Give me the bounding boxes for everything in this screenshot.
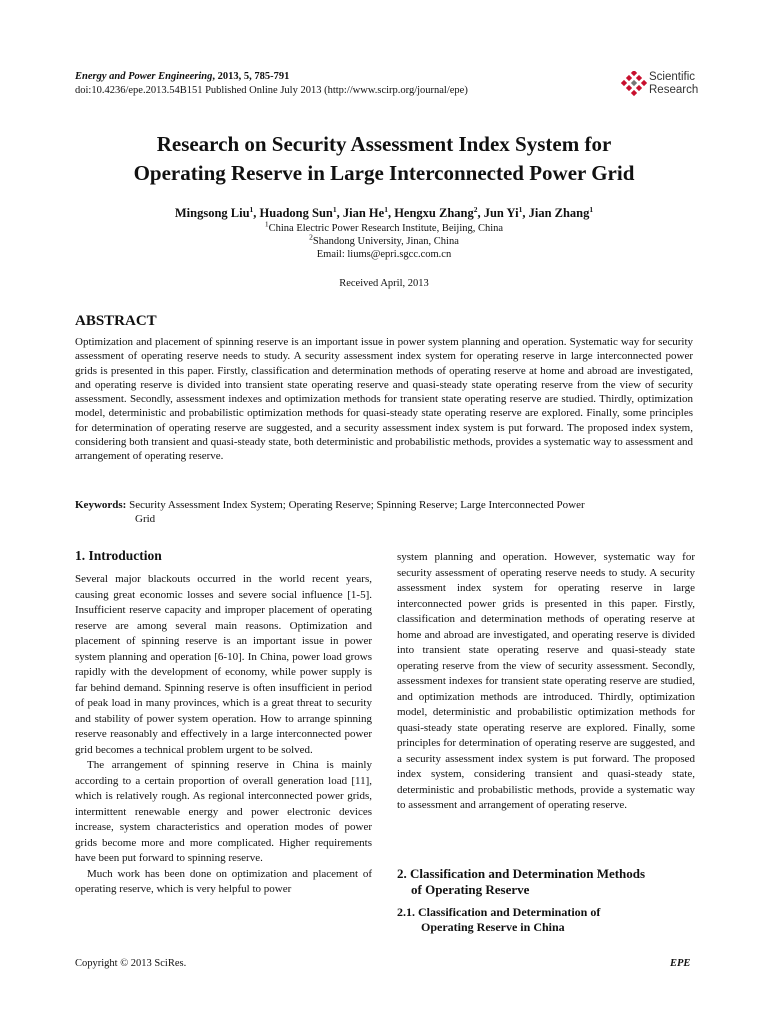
abstract-text: Optimization and placement of spinning reserve is an important issue in power system planning and operation. Systematic way for security assessment of operating reserve needs to study. A security assessment index system for operating reserve in large interconnected power grids is presented in this paper. Firstly, classification and determination methods of operating reserve at home and abroad are investigated, and operating reserve is divided into transient state operating reserve and quasi-steady state operating reserve from the view of security assessment. Secondly, assessment indexes and optimization methods for transient state operating reserve are studied. Thirdly, optimization model, deterministic and probabilistic optimization methods for quasi-steady state operating reserve are explored. Finally, some principles for determination of operating reserve are suggested, and a security assessment index system is put forward. The proposed index system, considering both transient and quasi-steady state, both deterministic and probabilistic methods, provides a systematic way to assessment and arrangement of operating reserve. — [75, 336, 694, 462]
keywords — [75, 498, 693, 527]
logo-dot — [631, 80, 637, 86]
affiliation-2: $^2$Shandong University, Jinan, China — [309, 232, 459, 247]
keywords-label: Keywords: — [75, 499, 127, 511]
section-heading-introduction: 1. Introduction — [75, 548, 162, 563]
author: Jian He$^1$ — [342, 204, 388, 220]
subsection-heading-2-1: 2.1. Classification and Determination of Operating Reserve in China — [397, 905, 601, 934]
affiliation-1: $^1$China Electric Power Research Institute, Beijing, China — [264, 219, 504, 234]
body-paragraph: The arrangement of spinning reserve in China is mainly according to a certain proportion of overall generation load [11], which is relatively rough. As regional interconnected power grids, intermittent renewable energy and power electronic devices increase, system characteristics and operation modes of power grids become more and more complicated. Higher requirements have been put forward to spinning reserve. — [75, 759, 372, 864]
scirp-logo-icon — [621, 71, 647, 97]
abstract-heading: ABSTRACT — [75, 313, 157, 329]
received-date: Received April, 2013 — [339, 278, 429, 289]
title-line1: Research on Security Assessment Index System for — [156, 132, 612, 156]
body-paragraph: system planning and operation. However, systematic way for security assessment of operating reserve needs to study. A security assessment index system for operating reserve in large interconnected power grids is presented in this paper. Firstly, classification and determination methods of operating reserve at home and abroad are investigated, and operating reserve is divided into transient state operating reserve and quasi-steady state operating reserve from the view of security assessment. Secondly, assessment indexes for transient state operating reserve are studied, and optimization methods are introduced. Thirdly, optimization model, deterministic and probabilistic optimization methods for quasi-steady state operating reserve are explored. Finally, some principles for determination of operating reserve are suggested, and a security assessment index system is put forward. The proposed index system, considering transient and quasi-steady state, deterministic and probabilistic methods, provide a systematic way to assessment and arrangement of operating reserve. — [397, 551, 695, 811]
paper-title — [60, 130, 708, 188]
logo-text — [649, 71, 698, 97]
copyright-notice: Copyright © 2013 SciRes. — [75, 958, 187, 969]
logo-dot — [626, 75, 632, 81]
body-paragraph: Several major blackouts occurred in the world recent years, causing great economic losses and severe social influence [1-5]. Insufficient reserve capacity and improper placement of operating reserve are among several main reasons. Optimization and placement of spinning reserve is an important issue in power system planning and operation [6-10]. In China, power load grows rapidly with the development of economy, while power supply is far behind demand. Spinning reserve is often insufficient in period of peak load in many provinces, which is a great threat to security and stability of power system operation. How to arrange spinning reserve reasonably and effectively in a large interconnected power grid becomes a technical problem urgent to be solved. — [75, 573, 372, 756]
right-column — [397, 550, 695, 814]
doi-line: doi:10.4236/epe.2013.54B151 Published Online July 2013 (http://www.scirp.org/journal/epe) — [75, 85, 468, 96]
author: Hengxu Zhang$^2$ — [394, 204, 478, 220]
author: Mingsong Liu$^1$ — [174, 204, 254, 220]
journal-abbreviation: EPE — [670, 958, 691, 969]
author: Huadong Sun$^1$ — [259, 204, 337, 220]
author-list: Mingsong Liu$^1$, Huadong Sun$^1$, Jian He$^1$, Hengxu Zhang$^2$, Jun Yi$^1$, Jian Zhang$^1$ — [174, 204, 594, 220]
journal-citation — [75, 70, 468, 84]
journal-name: Energy and Power Engineering — [75, 71, 213, 82]
logo-dot — [631, 71, 637, 76]
logo-dot — [626, 85, 632, 91]
logo-dot — [631, 90, 637, 96]
logo-line1: Scientific — [649, 71, 696, 83]
journal-header — [75, 70, 468, 98]
journal-volume: , 2013, 5, 785-791 — [212, 71, 290, 82]
author-email: Email: liums@epri.sgcc.com.cn — [316, 249, 452, 260]
keywords-line1: Keywords: Security Assessment Index System; Operating Reserve; Spinning Reserve; Large Interconnected Power — [75, 499, 585, 511]
affiliations — [60, 219, 708, 261]
author: Jun Yi$^1$ — [483, 204, 523, 220]
scientific-research-logo — [621, 69, 701, 99]
logo-dot — [641, 80, 647, 86]
logo-dot — [636, 75, 642, 81]
author: Jian Zhang$^1$ — [528, 204, 594, 220]
logo-dot — [636, 85, 642, 91]
logo-line2: Research — [649, 84, 699, 96]
section-heading-2: 2. Classification and Determination Methods of Operating Reserve — [397, 866, 646, 897]
logo-dot — [621, 80, 627, 86]
title-line2: Operating Reserve in Large Interconnected Power Grid — [133, 161, 635, 185]
keywords-line2: Grid — [135, 513, 156, 526]
left-column — [75, 547, 372, 898]
body-paragraph: Much work has been done on optimization and placement of operating reserve, which is very helpful to power — [75, 867, 372, 895]
